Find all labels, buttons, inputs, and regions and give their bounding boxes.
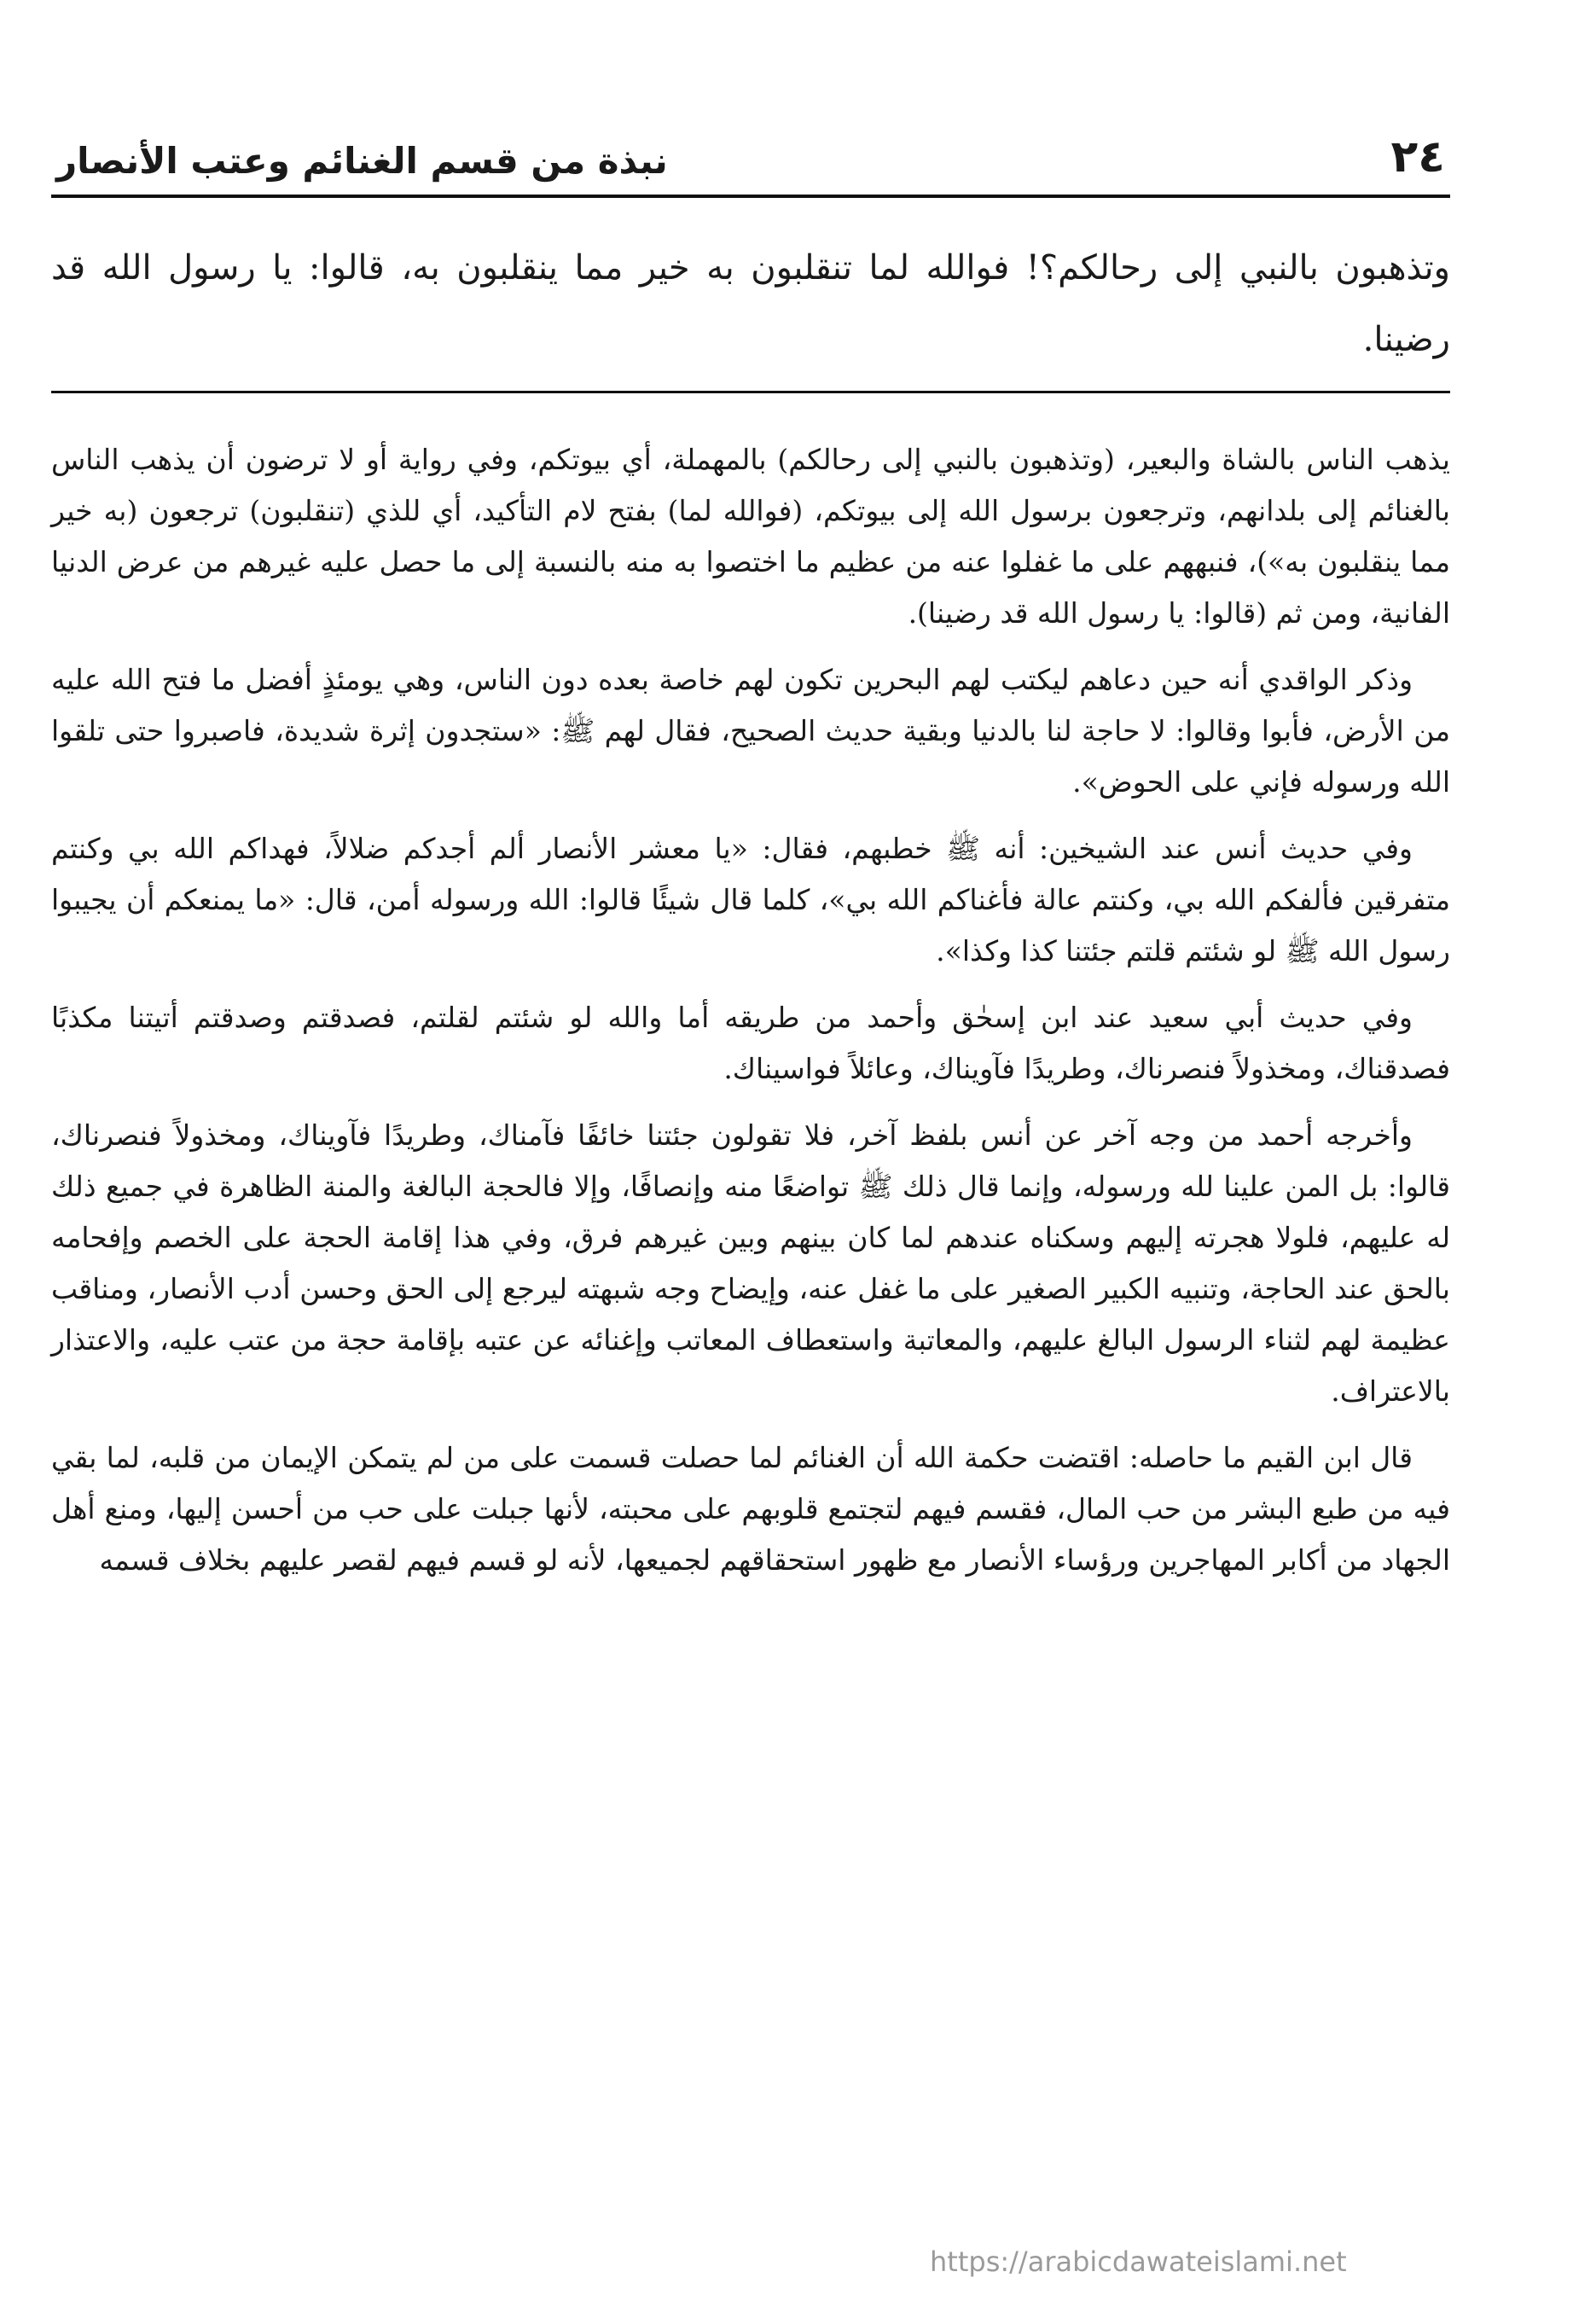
commentary-paragraph: وفي حديث أنس عند الشيخين: أنه ﷺ خطبهم، فقال: «يا معشر الأنصار ألم أجدكم ضلالاً، فهداكم الله بي وكنتم متفرقين فألفكم الله بي، وكنتم عالة فأغناكم الله بي»، كلما قال شيئًا قالوا: الله ورسوله أمن، قال: «ما يمنعكم أن يجيبوا رسول الله ﷺ لو شئتم قلتم جئتنا كذا وكذا».: [51, 832, 1451, 967]
commentary: [51, 434, 1450, 1586]
hadith-text: وتذهبون بالنبي إلى رحالكم؟! فوالله لما تنقلبون به خير مما ينقلبون به، قالوا: يا رسول الله قد رضينا.: [51, 248, 1450, 359]
watermark-url: https://arabicdawateislami.net: [930, 2246, 1347, 2278]
commentary-paragraph: يذهب الناس بالشاة والبعير، (وتذهبون بالنبي إلى رحالكم) بالمهملة، أي بيوتكم، وفي رواية أو لا ترضون أن يذهب الناس بالغنائم إلى بلدانهم، وترجعون برسول الله إلى بيوتكم، (فوالله لما) بفتح لام التأكيد، أي للذي (تنقلبون) ترجعون (به خير مما ينقلبون به»)، فنبههم على ما غفلوا عنه من عظيم ما اختصوا به منه بالنسبة إلى ما حصل عليه غيرهم من عرض الدنيا الفانية، ومن ثم (قالوا: يا رسول الله قد رضينا).: [51, 443, 1450, 630]
section-divider: [51, 391, 1450, 393]
page-number: ٢٤: [1390, 131, 1445, 183]
commentary-paragraph: وفي حديث أبي سعيد عند ابن إسحٰق وأحمد من طريقه أما والله لو شئتم لقلتم، فصدقتم وصدقتم أتيتنا مكذبًا فصدقناك، ومخذولاً فنصرناك، وطريدًا فآويناك، وعائلاً فواسيناك.: [51, 1001, 1450, 1085]
commentary-paragraph: وذكر الواقدي أنه حين دعاهم ليكتب لهم البحرين تكون لهم خاصة بعده دون الناس، وهي يومئذٍ أفضل ما فتح الله عليه من الأرض، فأبوا وقالوا: لا حاجة لنا بالدنيا وبقية حديث الصحيح، فقال لهم ﷺ: «ستجدون إثرة شديدة، فاصبروا حتى تلقوا الله ورسوله فإني على الحوض».: [51, 663, 1450, 799]
book-page: [51, 94, 1450, 1601]
running-title: نبذة من قسم الغنائم وعتب الأنصار: [56, 140, 668, 182]
commentary-paragraph: وأخرجه أحمد من وجه آخر عن أنس بلفظ آخر، فلا تقولون جئتنا خائفًا فآمناك، وطريدًا فآويناك، ومخذولاً فنصرناك، قالوا: بل المن علينا لله ورسوله، وإنما قال ذلك ﷺ تواضعًا منه وإنصافًا، وإلا فالحجة البالغة والمنة الظاهرة في جميع ذلك له عليهم، فلولا هجرته إليهم وسكناه عندهم لما كان بينهم وبين غيرهم فرق، وفي هذا إقامة الحجة على الخصم وإفحامه بالحق عند الحاجة، وتنبيه الكبير الصغير على ما غفل عنه، وإيضاح وجه شبهته ليرجع إلى الحق وحسن أدب الأنصار، ومناقب عظيمة لهم لثناء الرسول البالغ عليهم، والمعاتبة واستعطاف المعاتب وإغنائه عن عتبه بإقامة حجة من عتب عليه، والاعتذار بالاعتراف.: [51, 1118, 1450, 1408]
header-rule: [51, 195, 1450, 198]
page-header: [51, 94, 1450, 183]
commentary-paragraph: قال ابن القيم ما حاصله: اقتضت حكمة الله أن الغنائم لما حصلت قسمت على من لم يتمكن الإيمان من قلبه، لما بقي فيه من طبع البشر من حب المال، فقسم فيهم لتجتمع قلوبهم على محبته، لأنها جبلت على حب من أحسن إليها، ومنع أهل الجهاد من أكابر المهاجرين ورؤساء الأنصار مع ظهور استحقاقهم لجميعها، لأنه لو قسم فيهم لقصر عليهم بخلاف قسمه: [51, 1441, 1450, 1577]
